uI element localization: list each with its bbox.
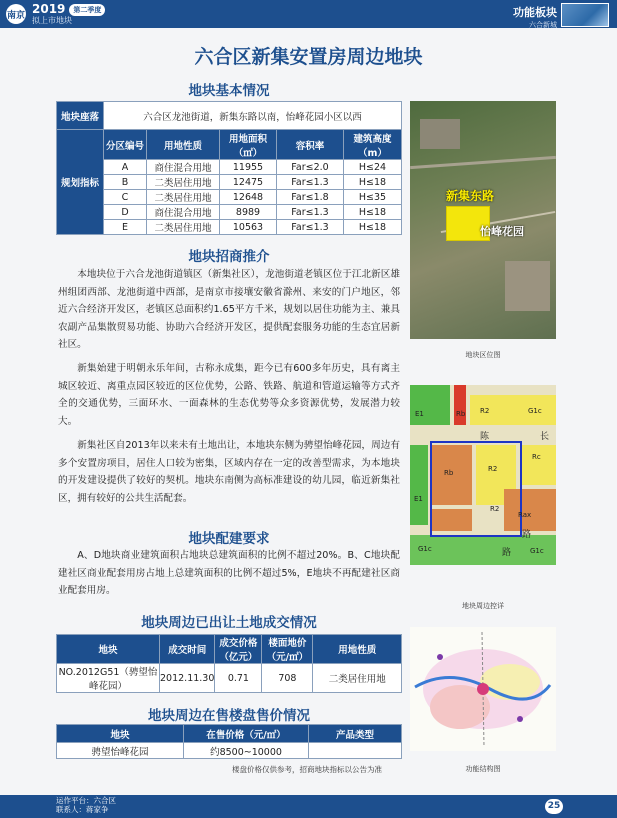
header-year: 2019 第二季度	[32, 3, 105, 16]
cell: 骋望怡峰花园	[57, 743, 184, 759]
zone-label: Rb	[444, 469, 454, 477]
req-paragraph: A、D地块商业建筑面积占地块总建筑面积的比例不超过20%。B、C地块配建社区商业配套用房占地上总建筑面积的比例不超过5%，E地块不再配建社区商业配套用房。	[58, 550, 400, 596]
function-diagram	[410, 627, 556, 751]
cell: 商住混合用地	[147, 160, 220, 175]
footnote: 楼盘价格仅供参考，招商地块指标以公告为准	[232, 765, 382, 774]
function-map-image	[410, 627, 556, 751]
basic-info-table	[56, 101, 402, 235]
table-row	[57, 205, 402, 220]
table-row	[57, 190, 402, 205]
footer-contact	[56, 796, 116, 814]
col-product: 产品类型	[309, 725, 402, 743]
road-label: 路	[522, 530, 532, 540]
cell: A	[104, 160, 147, 175]
cell: 0.71	[215, 664, 262, 693]
plot-boundary	[430, 441, 522, 537]
cell: 12475	[220, 175, 277, 190]
zone-label: E1	[415, 410, 424, 418]
page-title: 六合区新集安置房周边地块	[194, 46, 423, 68]
cell: Far≤1.3	[277, 175, 344, 190]
cell: NO.2012G51（骋望怡峰花园）	[57, 664, 160, 693]
col-plot: 地块	[57, 635, 160, 664]
col-date: 成交时间	[160, 635, 215, 664]
caption-function: 功能结构图	[465, 765, 501, 773]
cell: 11955	[220, 160, 277, 175]
header-subtitle: 拟上市地块	[32, 15, 72, 25]
road-line	[410, 156, 556, 169]
center-node	[477, 683, 489, 695]
cell: C	[104, 190, 147, 205]
map-area-label: 怡峰花园	[480, 225, 524, 238]
road-label: 陈	[480, 432, 490, 442]
page-number: 25	[545, 799, 563, 814]
footer-contact-person: 联系人：蒋家争	[56, 805, 109, 814]
node	[437, 654, 443, 660]
location-map-image	[410, 101, 556, 339]
deals-table	[56, 634, 402, 693]
col-plot: 地块	[57, 725, 184, 743]
cell: 10563	[220, 220, 277, 235]
page-footer	[0, 795, 617, 818]
zone-label: Rb	[456, 410, 466, 418]
table-row	[57, 175, 402, 190]
header-section-title: 功能板块	[513, 6, 557, 19]
cell: 8989	[220, 205, 277, 220]
section-deals-heading: 地块周边已出让土地成交情况	[141, 615, 317, 631]
zone-label: R2	[488, 465, 498, 473]
cell	[309, 743, 402, 759]
zone-green	[410, 385, 450, 425]
zone-label: E1	[414, 495, 423, 503]
cell: H≤24	[344, 160, 402, 175]
table-row	[57, 160, 402, 175]
zone-red	[454, 385, 466, 425]
zone-label: Rc	[532, 453, 541, 461]
section-promo-heading: 地块招商推介	[188, 249, 270, 265]
group-label: 规划指标	[57, 130, 104, 235]
road-label: 长	[540, 432, 550, 442]
cell: H≤18	[344, 220, 402, 235]
cell: H≤18	[344, 175, 402, 190]
cell: 二类居住用地	[313, 664, 402, 693]
zone-label: G1c	[528, 407, 542, 415]
village-block	[505, 261, 550, 311]
col-landuse: 用地性质	[313, 635, 402, 664]
road-label: 路	[502, 548, 512, 558]
header-section	[513, 4, 557, 30]
col-far: 容积率	[277, 130, 344, 160]
cell: E	[104, 220, 147, 235]
promo-paragraph-2: 新集始建于明朝永乐年间，古称永成集，距今已有600多年历史，具有离主城区较近、离重点园区较近的区位优势，公路、铁路、航道和管道运输等方式齐全的交通优势，三面环水、一面森林的生态优势等众多资源优势，发展潜力较大。	[58, 363, 400, 427]
section-basic-heading: 地块基本情况	[188, 83, 270, 99]
node	[517, 716, 523, 722]
page-header	[0, 0, 617, 28]
cell: 12648	[220, 190, 277, 205]
col-zone: 分区编号	[104, 130, 147, 160]
loc-label: 地块座落	[57, 102, 104, 130]
col-price: 成交价格（亿元）	[215, 635, 262, 664]
cell: Far≤1.3	[277, 220, 344, 235]
header-skyline-image	[561, 3, 609, 27]
caption-location: 地块区位图	[465, 351, 501, 359]
cell: Far≤1.3	[277, 205, 344, 220]
table-row	[57, 743, 402, 759]
nanjing-badge-icon: 南京	[6, 4, 26, 24]
cell: 二类居住用地	[147, 175, 220, 190]
footer-platform: 运作平台：六合区	[56, 796, 116, 805]
control-plan-image	[410, 385, 556, 565]
cell: H≤18	[344, 205, 402, 220]
section-req-heading: 地块配建要求	[188, 531, 270, 547]
header-quarter: 第二季度	[69, 4, 105, 16]
zone-label: R2	[480, 407, 490, 415]
zone-green	[410, 445, 428, 525]
cell: Far≤2.0	[277, 160, 344, 175]
section-sales-heading: 地块周边在售楼盘售价情况	[148, 708, 310, 724]
map-road-label: 新集东路	[446, 189, 495, 203]
zone-yellow	[520, 445, 556, 485]
zone-yellow	[480, 664, 540, 700]
cell: 约8500~10000	[184, 743, 309, 759]
col-height: 建筑高度（m）	[344, 130, 402, 160]
cell: 2012.11.30	[160, 664, 215, 693]
header-brand	[6, 3, 105, 26]
sales-table	[56, 724, 402, 759]
cell: B	[104, 175, 147, 190]
col-sale-price: 在售价格（元/㎡）	[184, 725, 309, 743]
cell: H≤35	[344, 190, 402, 205]
village-block	[420, 119, 460, 149]
cell: 708	[262, 664, 313, 693]
table-row	[57, 220, 402, 235]
header-section-sub: 六合新城	[529, 21, 557, 29]
zone-label: G1c	[530, 547, 544, 555]
zone-label: G1c	[418, 545, 432, 553]
cell: Far≤1.8	[277, 190, 344, 205]
promo-paragraph-1: 本地块位于六合龙池街道镇区（新集社区），龙池街道老镇区位于江北新区雄州组团西部、龙池街道中西部，是南京市接壤安徽省滁州、来安的门户地区，邻近六合经济开发区，老镇区总面积约1.65平方千米，规划以居住功能为主、兼具农副产品集散贸易功能、协助六合经济开发区，提供配套服务功能的生态宜居新社区。	[58, 269, 400, 350]
zone-label: R2	[490, 505, 500, 513]
col-area: 用地面积（㎡）	[220, 130, 277, 160]
zone-label: Rax	[518, 511, 532, 519]
col-use: 用地性质	[147, 130, 220, 160]
loc-value: 六合区龙池街道，新集东路以南，怡峰花园小区以西	[104, 102, 402, 130]
promo-paragraph-3: 新集社区自2013年以来未有土地出让，本地块东侧为骋望怡峰花园，周边有多个安置房项目，居住人口较为密集，区域内存在一定的改善型需求，为本地块的开发建设提供了较好的契机。地块东南侧为高标准建设的幼儿园，临近新集社区，拥有较好的公共生活配套。	[58, 440, 400, 504]
caption-control: 地块周边控详	[462, 602, 504, 610]
cell: 商住混合用地	[147, 205, 220, 220]
col-floor-price: 楼面地价（元/㎡）	[262, 635, 313, 664]
cell: 二类居住用地	[147, 220, 220, 235]
cell: D	[104, 205, 147, 220]
table-row	[57, 664, 402, 693]
cell: 二类居住用地	[147, 190, 220, 205]
